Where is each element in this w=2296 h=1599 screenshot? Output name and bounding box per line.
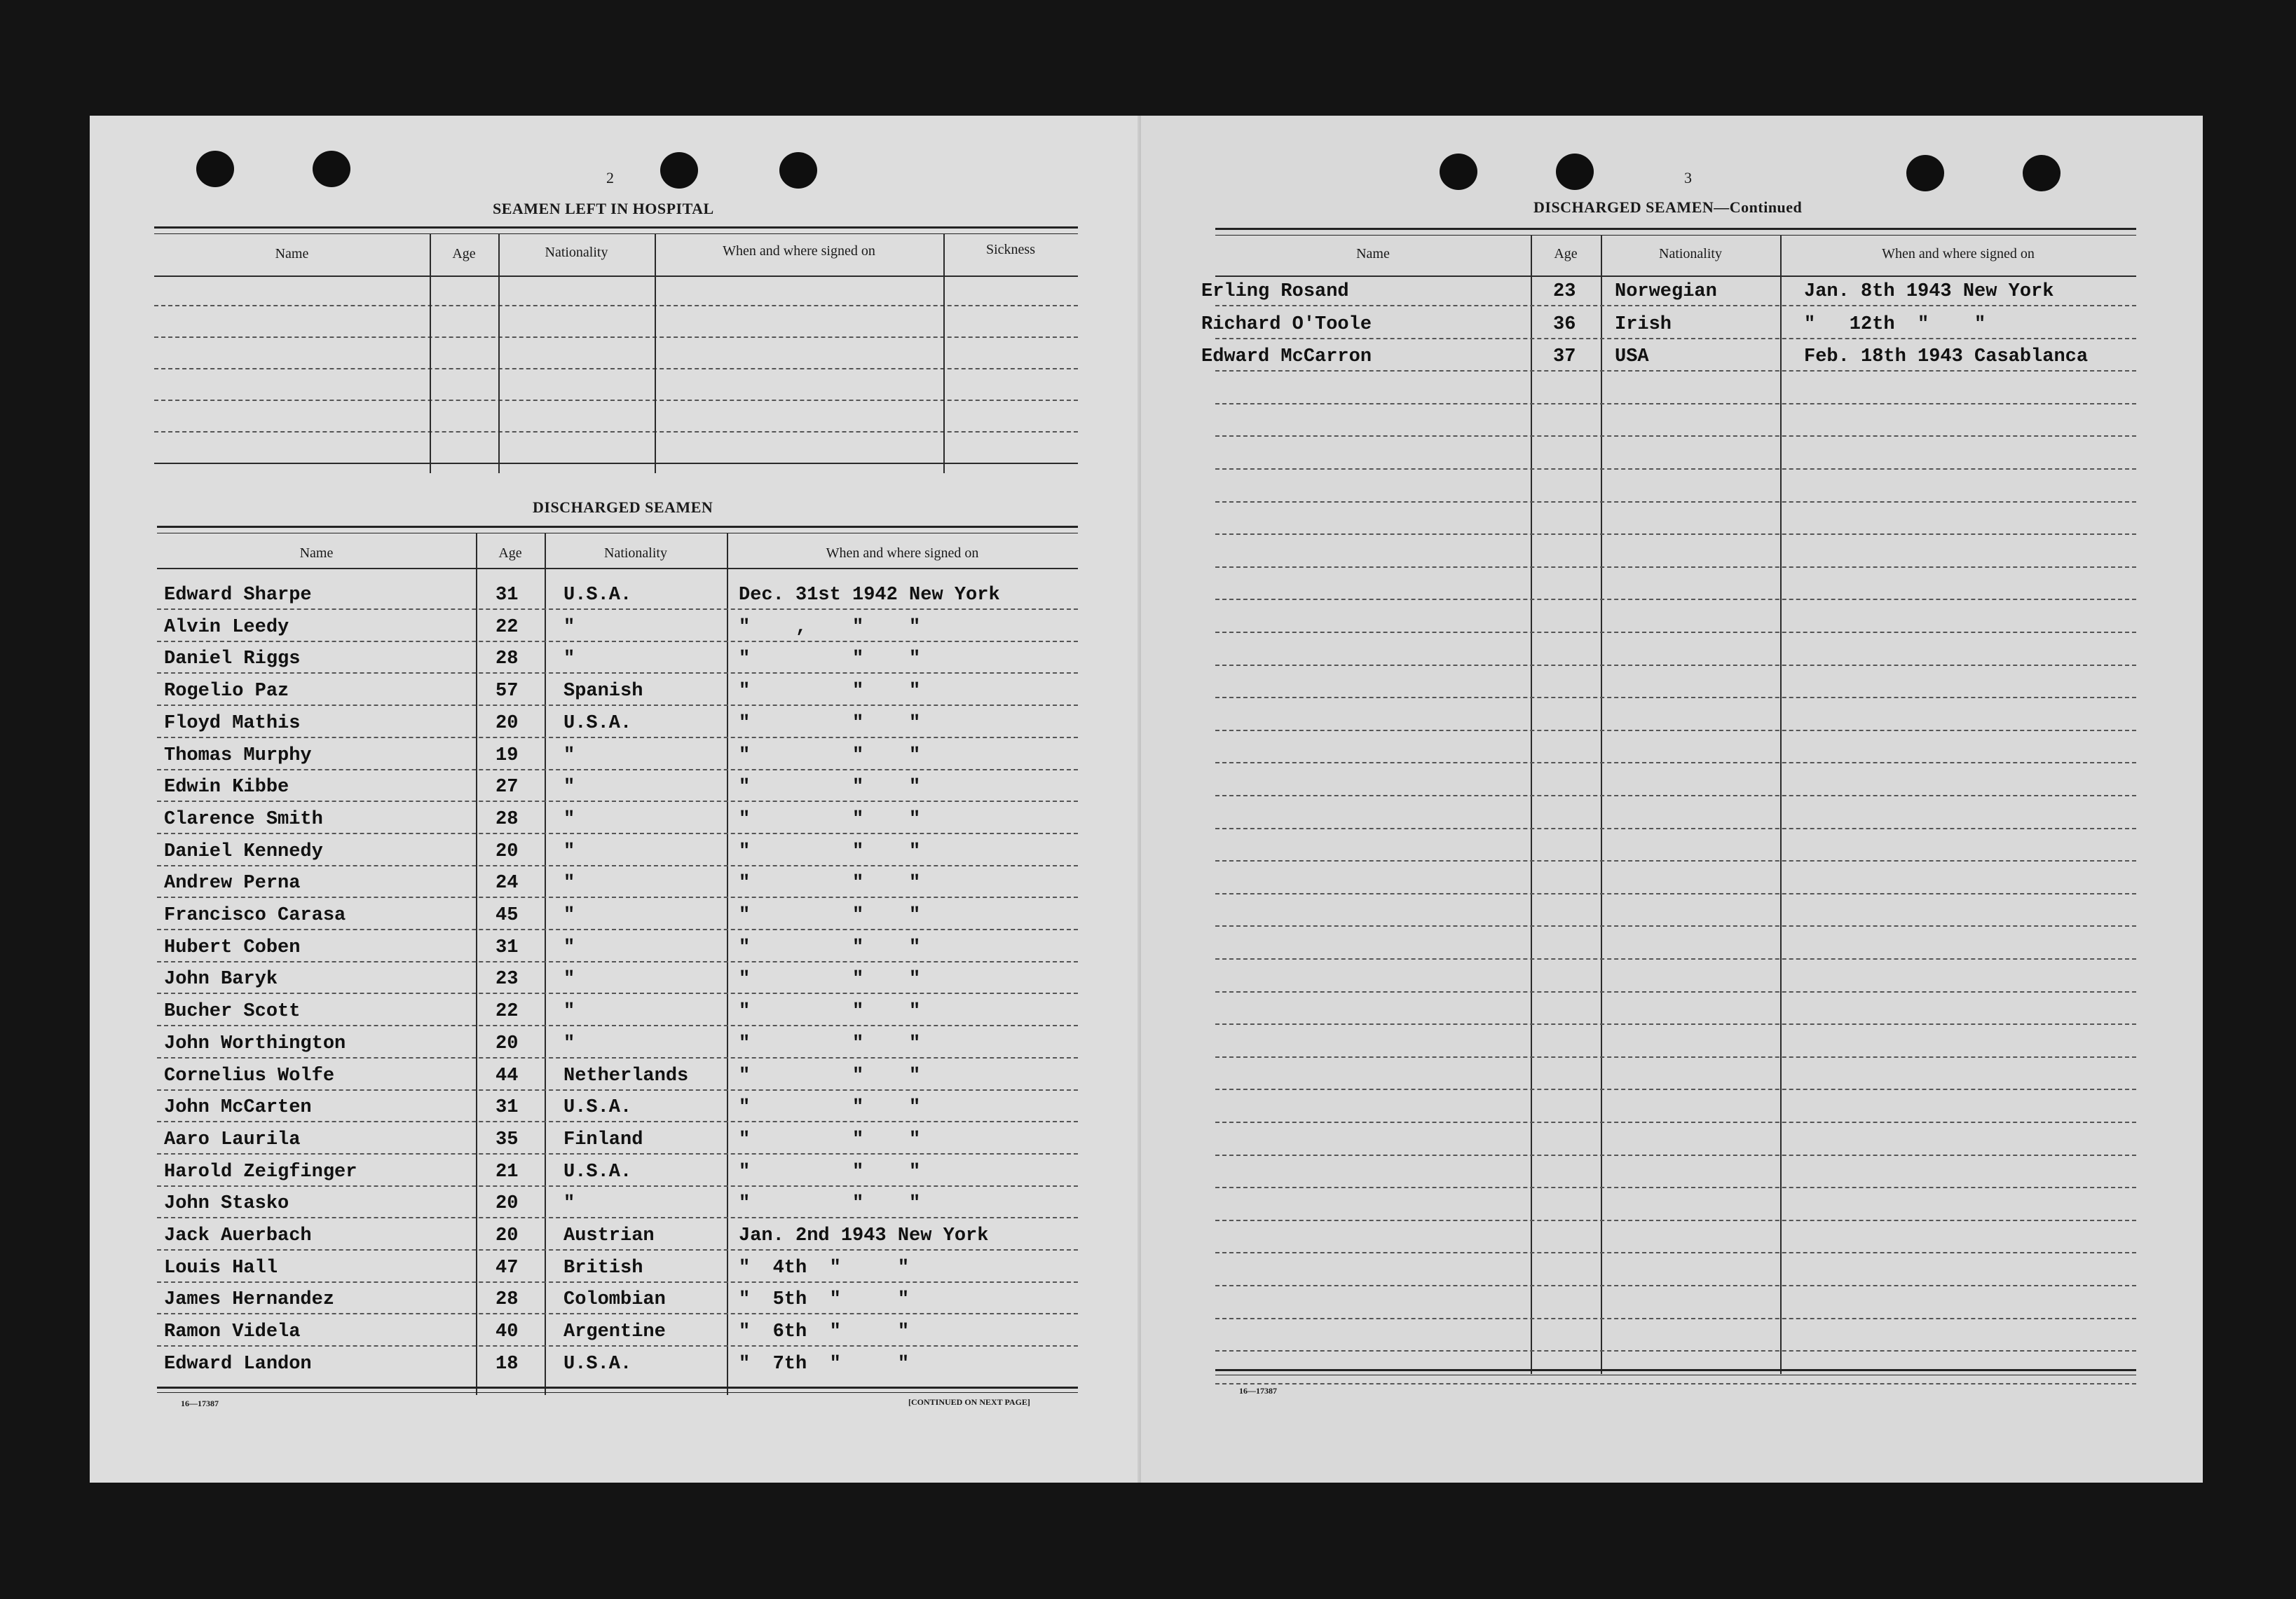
col-header-name: Name [275, 246, 309, 261]
cell-age: 57 [496, 681, 519, 702]
punch-hole [196, 151, 234, 187]
cell-age: 31 [496, 937, 519, 958]
row-line [1215, 697, 2136, 698]
cell-nationality: USA [1615, 346, 1649, 368]
row-line [157, 1057, 1078, 1059]
cell-signed-on: " 7th " " [739, 1353, 910, 1375]
cell-age: 18 [496, 1353, 519, 1375]
cell-name: Edward Landon [164, 1353, 312, 1375]
cell-nationality: " [563, 648, 575, 670]
row-line [157, 801, 1078, 802]
discharged-table [157, 526, 1078, 1395]
cell-signed-on: " , " " [739, 616, 921, 638]
cell-signed-on: " " " [739, 1065, 921, 1087]
row-line [1215, 762, 2136, 763]
cell-name: James Hernandez [164, 1289, 335, 1311]
col-header-age: Age [452, 246, 476, 261]
hospital-table [154, 226, 1078, 476]
cell-name: Francisco Carasa [164, 905, 346, 926]
cell-name: Andrew Perna [164, 873, 301, 894]
row-line [1215, 632, 2136, 633]
cell-signed-on: " 4th " " [739, 1257, 910, 1279]
cell-nationality: " [563, 905, 575, 926]
cell-age: 40 [496, 1321, 519, 1343]
cell-age: 20 [496, 1225, 519, 1246]
row-line [157, 1185, 1078, 1187]
col-header-nationality: Nationality [545, 245, 608, 260]
cell-nationality: Argentine [563, 1321, 666, 1343]
cell-age: 36 [1553, 313, 1576, 335]
cell-name: Edward McCarron [1201, 346, 1372, 368]
cell-nationality: U.S.A. [563, 585, 632, 606]
cell-signed-on: Jan. 2nd 1943 New York [739, 1225, 989, 1246]
cell-age: 22 [496, 1001, 519, 1023]
right-page [1141, 116, 2203, 1483]
row-line [1215, 305, 2136, 306]
row-line [1215, 958, 2136, 960]
row-line [157, 1249, 1078, 1251]
row-line [1215, 828, 2136, 829]
row-line [1215, 795, 2136, 796]
punch-hole [779, 152, 817, 189]
row-line [1215, 730, 2136, 731]
cell-nationality: " [563, 808, 575, 830]
col-header-sickness: Sickness [986, 242, 1035, 257]
row-line [157, 737, 1078, 738]
row-line [157, 1313, 1078, 1314]
cell-nationality: U.S.A. [563, 1097, 632, 1119]
row-line [157, 1121, 1078, 1122]
cell-signed-on: " " " [739, 1129, 921, 1150]
form-number: 16—17387 [1239, 1386, 1277, 1396]
row-line [157, 672, 1078, 674]
cell-signed-on: " " " [739, 1001, 921, 1023]
cell-signed-on: " " " [739, 937, 921, 958]
cell-signed-on: " " " [739, 1097, 921, 1119]
row-line [1215, 860, 2136, 862]
cell-name: Edward Sharpe [164, 585, 312, 606]
row-line [1215, 1023, 2136, 1025]
cell-age: 24 [496, 873, 519, 894]
cell-age: 20 [496, 1193, 519, 1215]
row-line [1215, 893, 2136, 894]
col-header-signed-on: When and where signed on [723, 243, 875, 259]
cell-nationality: " [563, 1033, 575, 1054]
cell-nationality: " [563, 1193, 575, 1215]
cell-age: 21 [496, 1161, 519, 1183]
cell-name: Harold Zeigfinger [164, 1161, 357, 1183]
col-header-age: Age [1554, 246, 1578, 261]
row-line [1215, 1383, 2136, 1384]
row-line [157, 1089, 1078, 1091]
cell-age: 23 [1553, 281, 1576, 302]
cell-age: 20 [496, 841, 519, 862]
cell-nationality: " [563, 969, 575, 991]
form-number: 16—17387 [181, 1399, 219, 1408]
cell-age: 19 [496, 744, 519, 766]
cell-age: 35 [496, 1129, 519, 1150]
row-line [157, 865, 1078, 866]
cell-nationality: " [563, 841, 575, 862]
row-line [1215, 338, 2136, 339]
row-line [1215, 1220, 2136, 1221]
cell-name: Ramon Videla [164, 1321, 301, 1343]
row-line [157, 1217, 1078, 1218]
cell-nationality: Norwegian [1615, 281, 1717, 302]
cell-age: 44 [496, 1065, 519, 1087]
row-line [1215, 1350, 2136, 1352]
cell-age: 20 [496, 1033, 519, 1054]
row-line [157, 833, 1078, 834]
cell-nationality: U.S.A. [563, 1161, 632, 1183]
cell-name: Louis Hall [164, 1257, 278, 1279]
cell-signed-on: " " " [739, 841, 921, 862]
col-header-name: Name [299, 545, 334, 561]
cell-name: Floyd Mathis [164, 712, 301, 734]
punch-hole [313, 151, 350, 187]
cell-signed-on: " " " [739, 808, 921, 830]
cell-signed-on: " " " [739, 777, 921, 798]
row-line [1215, 468, 2136, 470]
row-line [1215, 665, 2136, 666]
cell-signed-on: " 5th " " [739, 1289, 910, 1311]
cell-name: John Worthington [164, 1033, 346, 1054]
row-line [157, 993, 1078, 994]
row-line [1215, 925, 2136, 927]
row-line [157, 1025, 1078, 1026]
row-line [157, 1345, 1078, 1347]
cell-name: Richard O'Toole [1201, 313, 1372, 335]
row-line [1215, 1318, 2136, 1319]
cell-signed-on: " " " [739, 905, 921, 926]
cell-name: Alvin Leedy [164, 616, 289, 638]
col-header-signed-on: When and where signed on [826, 545, 979, 561]
row-line [1215, 370, 2136, 372]
row-line [157, 608, 1078, 610]
cell-nationality: " [563, 777, 575, 798]
cell-signed-on: Jan. 8th 1943 New York [1804, 281, 2054, 302]
row-line [157, 1153, 1078, 1155]
page-number: 2 [606, 169, 614, 186]
col-header-name: Name [1356, 246, 1390, 261]
row-line [1215, 435, 2136, 437]
cell-age: 31 [496, 585, 519, 606]
cell-signed-on: " " " [739, 744, 921, 766]
cell-nationality: Finland [563, 1129, 643, 1150]
cell-age: 47 [496, 1257, 519, 1279]
cell-age: 22 [496, 616, 519, 638]
cell-nationality: Spanish [563, 681, 643, 702]
row-line [157, 929, 1078, 930]
row-line [1215, 1122, 2136, 1123]
document-scan [90, 116, 2203, 1483]
row-line [157, 641, 1078, 642]
cell-signed-on: " 12th " " [1804, 313, 1986, 335]
row-line [1215, 991, 2136, 993]
cell-nationality: U.S.A. [563, 712, 632, 734]
cell-signed-on: " " " [739, 1033, 921, 1054]
col-header-nationality: Nationality [604, 545, 667, 561]
cell-name: John McCarten [164, 1097, 312, 1119]
cell-age: 23 [496, 969, 519, 991]
row-line [1215, 501, 2136, 503]
left-page [90, 116, 1141, 1483]
cell-name: Erling Rosand [1201, 281, 1349, 302]
row-line [1215, 599, 2136, 600]
row-line [1215, 1285, 2136, 1286]
col-header-signed-on: When and where signed on [1882, 246, 2035, 261]
cell-signed-on: " " " [739, 712, 921, 734]
cell-nationality: " [563, 937, 575, 958]
hospital-section-title: SEAMEN LEFT IN HOSPITAL [493, 200, 714, 217]
cell-signed-on: " " " [739, 873, 921, 894]
cell-nationality: " [563, 616, 575, 638]
cell-age: 27 [496, 777, 519, 798]
punch-hole [2023, 155, 2061, 191]
cell-name: Daniel Riggs [164, 648, 301, 670]
discharged-continued-table [1201, 228, 2136, 1377]
cell-nationality: U.S.A. [563, 1353, 632, 1375]
cell-nationality: Irish [1615, 313, 1672, 335]
row-line [1215, 1155, 2136, 1156]
col-header-age: Age [498, 545, 522, 561]
cell-age: 28 [496, 648, 519, 670]
row-line [1215, 1056, 2136, 1058]
continued-note: [CONTINUED ON NEXT PAGE] [908, 1397, 1030, 1407]
row-line [157, 1281, 1078, 1283]
cell-age: 20 [496, 712, 519, 734]
row-line [157, 769, 1078, 770]
row-line [157, 705, 1078, 706]
cell-name: Cornelius Wolfe [164, 1065, 335, 1087]
cell-signed-on: Feb. 18th 1943 Casablanca [1804, 346, 2089, 368]
cell-age: 28 [496, 1289, 519, 1311]
cell-name: Clarence Smith [164, 808, 323, 830]
cell-signed-on: " 6th " " [739, 1321, 910, 1343]
punch-hole [1906, 155, 1944, 191]
punch-hole [660, 152, 698, 189]
discharged-continued-title: DISCHARGED SEAMEN—Continued [1533, 198, 1803, 216]
cell-nationality: " [563, 744, 575, 766]
cell-age: 31 [496, 1097, 519, 1119]
row-line [1215, 1089, 2136, 1090]
row-line [1215, 566, 2136, 568]
cell-age: 28 [496, 808, 519, 830]
cell-age: 37 [1553, 346, 1576, 368]
cell-name: Jack Auerbach [164, 1225, 312, 1246]
cell-nationality: Netherlands [563, 1065, 689, 1087]
cell-name: Bucher Scott [164, 1001, 301, 1023]
punch-hole [1440, 154, 1477, 190]
col-header-nationality: Nationality [1659, 246, 1722, 261]
cell-signed-on: " " " [739, 969, 921, 991]
row-line [1215, 533, 2136, 535]
page-number: 3 [1684, 169, 1692, 186]
cell-signed-on: Dec. 31st 1942 New York [739, 585, 1000, 606]
row-line [1215, 403, 2136, 404]
cell-name: Aaro Laurila [164, 1129, 301, 1150]
discharged-section-title: DISCHARGED SEAMEN [533, 498, 713, 516]
cell-nationality: " [563, 1001, 575, 1023]
cell-nationality: British [563, 1257, 643, 1279]
punch-hole [1556, 154, 1594, 190]
cell-name: John Baryk [164, 969, 278, 991]
cell-signed-on: " " " [739, 648, 921, 670]
row-line [1215, 1252, 2136, 1253]
cell-nationality: Austrian [563, 1225, 655, 1246]
cell-signed-on: " " " [739, 1161, 921, 1183]
cell-age: 45 [496, 905, 519, 926]
row-line [1215, 1187, 2136, 1188]
cell-name: Thomas Murphy [164, 744, 312, 766]
row-line [157, 897, 1078, 898]
cell-nationality: Colombian [563, 1289, 666, 1311]
cell-name: John Stasko [164, 1193, 289, 1215]
cell-name: Edwin Kibbe [164, 777, 289, 798]
row-line [157, 961, 1078, 962]
cell-name: Rogelio Paz [164, 681, 289, 702]
cell-signed-on: " " " [739, 1193, 921, 1215]
cell-name: Daniel Kennedy [164, 841, 323, 862]
cell-name: Hubert Coben [164, 937, 301, 958]
cell-nationality: " [563, 873, 575, 894]
cell-signed-on: " " " [739, 681, 921, 702]
